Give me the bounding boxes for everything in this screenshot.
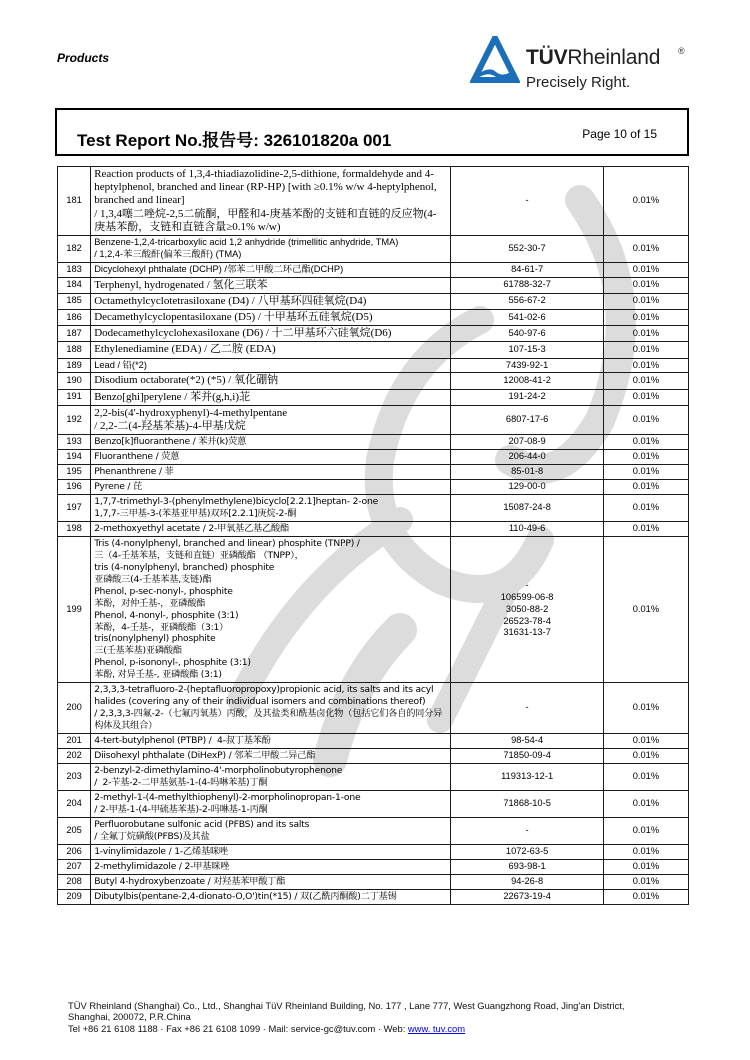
substance-name: [91, 859, 451, 874]
cas-number: [451, 844, 604, 859]
limit-value: 0.01%: [603, 277, 688, 293]
cas-number: [451, 790, 604, 817]
cas-number-line: 556-67-2: [508, 295, 546, 306]
substance-name: [91, 450, 451, 465]
row-number: 208: [58, 874, 91, 889]
table-row: [58, 536, 689, 682]
cas-number: [451, 167, 604, 236]
limit-value: 0.01%: [603, 749, 688, 764]
cas-number-line: 84-61-7: [511, 263, 544, 274]
substance-name-line: 苯酚, 对异壬基-, 亚磷酸酯 (3:1): [94, 669, 222, 681]
cas-number-line: 85-01-8: [511, 466, 544, 477]
limit-value: 0.01%: [603, 167, 688, 236]
substance-name-line: 2-methyl-1-(4-methylthiophenyl)-2-morpholinopropan-1-one: [94, 791, 361, 803]
limit-value: 0.01%: [603, 235, 688, 262]
footer-address-line2: Shanghai, 200072, P.R.China: [68, 1011, 191, 1023]
cas-number: [451, 358, 604, 373]
substance-name-line: Perfluorobutane sulfonic acid (PFBS) and its salts: [94, 818, 310, 830]
cas-number: [451, 521, 604, 536]
substance-name-line: Phenanthrene / 菲: [94, 466, 174, 478]
cas-number-line: -: [525, 195, 529, 206]
cas-number: [451, 495, 604, 522]
cas-number-line: 106599-06-8: [500, 591, 554, 602]
cas-number-line: 540-97-6: [508, 327, 546, 338]
cas-number-line: 31631-13-7: [503, 627, 551, 638]
table-row: [58, 859, 689, 874]
substance-name-line: / 2-苄基-2-二甲基氨基-1-(4-吗啉苯基)丁酮: [94, 776, 268, 788]
substance-name-line: Dicyclohexyl phthalate (DCHP) /邻苯二甲酸二环己酯(DCHP): [94, 263, 344, 274]
footer-contact: [68, 1023, 708, 1034]
table-row: [58, 358, 689, 373]
row-number: 205: [58, 817, 91, 844]
substance-name: [91, 683, 451, 734]
registered-mark: ®: [678, 46, 685, 56]
cas-number: [451, 389, 604, 405]
cas-number: [451, 764, 604, 791]
tuv-triangle-icon: [470, 36, 520, 86]
substance-name: [91, 734, 451, 749]
substance-name-line: Phenol, p-sec-nonyl-, phosphite: [94, 585, 233, 597]
cas-number: [451, 859, 604, 874]
substance-name-line: / 2-甲基-1-(4-甲硫基苯基)-2-吗啉基-1-丙酮: [94, 803, 268, 815]
cas-number-line: 191-24-2: [508, 391, 546, 402]
substance-name-line: Reaction products of 1,3,4-thiadiazolidine-2,5-dithione, formaldehyde and 4-heptylphenol, branched and linear (RP-HP) [with ≥0.1% w/w 4-heptylphenol, branched and linear]: [94, 168, 440, 207]
cas-number: [451, 342, 604, 358]
substance-name-line: 2-benzyl-2-dimethylamino-4'-morpholinobutyrophenone: [94, 765, 343, 777]
substance-name-line: Phenol, 4-nonyl-, phosphite (3:1): [94, 609, 239, 621]
cas-number-line: 552-30-7: [508, 242, 546, 253]
logo-wordmark: TÜVRheinland: [526, 46, 661, 69]
substance-name-line: / 1,3,4噻二唑烷-2,5二硫酮，甲醛和4-庚基苯酚的支链和直链的反应物(4-庚基苯酚，支链和直链含量≥0.1% w/w): [94, 207, 437, 233]
substance-name: [91, 262, 451, 277]
cas-number-line: 129-00-0: [508, 481, 546, 492]
substance-name-line: / 2,2-二(4-羟基苯基)-4-甲基戊烷: [94, 420, 246, 432]
limit-value: 0.01%: [603, 450, 688, 465]
limit-value: 0.01%: [603, 373, 688, 389]
table-row: [58, 167, 689, 236]
row-number: 189: [58, 358, 91, 373]
cas-number: [451, 817, 604, 844]
row-number: 201: [58, 734, 91, 749]
cas-number: [451, 683, 604, 734]
substance-name-line: Benzo[ghi]perylene / 苯并(g,h,i)苝: [94, 390, 250, 403]
row-number: 184: [58, 277, 91, 293]
substance-name-line: Phenol, p-isononyl-, phosphite (3:1): [94, 657, 251, 669]
substance-name: [91, 309, 451, 325]
substance-name-line: / 1,2,4-苯三酸酐(偏苯三酸酐) (TMA): [94, 248, 242, 259]
row-number: 186: [58, 309, 91, 325]
substance-name-line: / 2,3,3,3-四氟-2-（七氟丙氧基）丙酸，及其盐类和酰基卤化物（包括它们各自的同分异构体及其组合）: [94, 708, 443, 732]
substance-name-line: Dibutylbis(pentane-2,4-dionato-O,O')tin(*15) / 双(乙酰丙酮酸)二丁基锡: [94, 890, 397, 902]
substance-name-line: 三(壬基苯基)亚磷酸酯: [94, 645, 182, 657]
substance-name-line: Disodium octaborate(*2) (*5) / 氧化硼钠: [94, 374, 279, 387]
section-label: Products: [57, 51, 110, 65]
table-row: [58, 389, 689, 405]
table-row: [58, 480, 689, 495]
logo-tagline: Precisely Right.: [526, 74, 631, 91]
substance-name-line: Lead / 铅(*2): [94, 359, 147, 370]
limit-value: 0.01%: [603, 495, 688, 522]
substance-name: [91, 293, 451, 309]
cas-number-line: 693-98-1: [508, 860, 546, 871]
substance-name: [91, 277, 451, 293]
substance-name-line: Dodecamethylcyclohexasiloxane (D6) / 十二甲基环六硅氧烷(D6): [94, 327, 392, 340]
table-row: [58, 874, 689, 889]
substance-name-line: 苯酚，4-壬基-，亚磷酸酯（3:1）: [94, 621, 229, 633]
table-row: [58, 309, 689, 325]
substance-name-line: 2,3,3,3-tetrafluoro-2-(heptafluoropropoxy)propionic acid, its salts and its acyl halides (covering any of their individual isomers and combinations thereof): [94, 684, 437, 708]
footer-address-line1: TÜV Rheinland (Shanghai) Co., Ltd., Shanghai TüV Rheinland Building, No. 177 , Lane 777, West Guangzhong Road, Jing'an District,: [68, 1000, 625, 1011]
table-row: [58, 262, 689, 277]
substance-name-line: 1,7,7-trimethyl-3-(phenylmethylene)bicyclo[2.2.1]heptan- 2-one: [94, 496, 379, 507]
table-row: [58, 405, 689, 434]
cas-number-line: 94-26-8: [511, 875, 544, 886]
substance-name: [91, 358, 451, 373]
cas-number-line: -: [525, 824, 529, 835]
substance-name: [91, 844, 451, 859]
cas-number-line: 541-02-6: [508, 311, 546, 322]
table-row: [58, 465, 689, 480]
substance-name: [91, 521, 451, 536]
cas-number-line: 22673-19-4: [503, 890, 551, 901]
row-number: 182: [58, 235, 91, 262]
limit-value: 0.01%: [603, 859, 688, 874]
row-number: 181: [58, 167, 91, 236]
cas-number: [451, 435, 604, 450]
substance-name-line: Terphenyl, hydrogenated / 氢化三联苯: [94, 278, 268, 291]
limit-value: 0.01%: [603, 342, 688, 358]
cas-number: [451, 874, 604, 889]
limit-value: 0.01%: [603, 817, 688, 844]
cas-number: [451, 326, 604, 342]
substance-name-line: Ethylenediamine (EDA) / 乙二胺 (EDA): [94, 343, 276, 356]
row-number: 190: [58, 373, 91, 389]
row-number: 197: [58, 495, 91, 522]
cas-number-line: 119313-12-1: [501, 771, 554, 782]
substance-name: [91, 405, 451, 434]
table-row: [58, 764, 689, 791]
tuv-logo: [470, 36, 700, 98]
table-row: [58, 683, 689, 734]
substance-name-line: 2-methylimidazole / 2-甲基咪唑: [94, 860, 230, 872]
table-row: [58, 521, 689, 536]
substance-name: [91, 465, 451, 480]
table-row: [58, 844, 689, 859]
limit-value: 0.01%: [603, 326, 688, 342]
substance-name-line: Fluoranthene / 荧蒽: [94, 451, 180, 463]
limit-value: 0.01%: [603, 405, 688, 434]
row-number: 206: [58, 844, 91, 859]
table-row: [58, 342, 689, 358]
cas-number: [451, 293, 604, 309]
cas-number-line: 26523-78-4: [503, 615, 551, 626]
substance-name-line: tris (4-nonylphenyl, branched) phosphite: [94, 561, 275, 573]
substance-name-line: 1,7,7-三甲基-3-(苯基亚甲基)双环[2.2.1]庚烷-2-酮: [94, 507, 297, 519]
cas-number: [451, 309, 604, 325]
substance-name-line: Butyl 4-hydroxybenzoate / 对羟基苯甲酸丁酯: [94, 875, 286, 887]
cas-number: [451, 749, 604, 764]
limit-value: 0.01%: [603, 435, 688, 450]
row-number: 195: [58, 465, 91, 480]
limit-value: 0.01%: [603, 521, 688, 536]
substance-name: [91, 326, 451, 342]
row-number: 207: [58, 859, 91, 874]
row-number: 209: [58, 889, 91, 904]
substance-name-line: 苯酚，对仲壬基-，亚磷酸酯: [94, 597, 206, 609]
report-header-box: [55, 108, 689, 156]
cas-number-line: 1072-63-5: [505, 845, 549, 856]
substance-name: [91, 435, 451, 450]
cas-number-line: 61788-32-7: [503, 279, 551, 290]
cas-number-line: 15087-24-8: [503, 502, 551, 512]
row-number: 194: [58, 450, 91, 465]
substance-name-line: 三（4-壬基苯基，支链和直链）亚磷酸酯 （TNPP），: [94, 549, 304, 561]
substance-name-line: 4-tert-butylphenol (PTBP) / 4-叔丁基苯酚: [94, 735, 271, 747]
row-number: 204: [58, 790, 91, 817]
substance-name: [91, 389, 451, 405]
cas-number: [451, 235, 604, 262]
table-row: [58, 373, 689, 389]
cas-number: [451, 450, 604, 465]
cas-number-line: 12008-41-2: [503, 375, 551, 386]
row-number: 196: [58, 480, 91, 495]
substance-table: [57, 166, 689, 905]
substance-name-line: 2,2-bis(4'-hydroxyphenyl)-4-methylpentane: [94, 406, 288, 419]
cas-number: [451, 480, 604, 495]
substance-name: [91, 495, 451, 522]
row-number: 200: [58, 683, 91, 734]
page-footer: [68, 1000, 708, 1034]
footer-contact-text: Tel +86 21 6108 1188 · Fax +86 21 6108 1099 · Mail: service-gc@tuv.com · Web:: [68, 1022, 408, 1034]
substance-name-line: Benzo[k]fluoranthene / 苯并(k)荧蒽: [94, 436, 247, 448]
table-row: [58, 889, 689, 904]
table-row: [58, 435, 689, 450]
row-number: 198: [58, 521, 91, 536]
row-number: 193: [58, 435, 91, 450]
substance-name-line: Pyrene / 芘: [94, 481, 143, 493]
row-number: 188: [58, 342, 91, 358]
cas-number-line: 107-15-3: [508, 344, 546, 354]
row-number: 187: [58, 326, 91, 342]
substance-name: [91, 764, 451, 791]
cas-number-line: 207-08-9: [508, 436, 546, 447]
substance-name-line: 亚磷酸三(4-壬基苯基,支链)酯: [94, 573, 212, 585]
limit-value: 0.01%: [603, 889, 688, 904]
cas-number: [451, 405, 604, 434]
table-row: [58, 817, 689, 844]
substance-name: [91, 536, 451, 682]
limit-value: 0.01%: [603, 683, 688, 734]
cas-number-line: 206-44-0: [508, 451, 546, 462]
table-row: [58, 235, 689, 262]
substance-name-line: 1-vinylimidazole / 1-乙烯基咪唑: [94, 845, 228, 857]
row-number: 191: [58, 389, 91, 405]
cas-number: [451, 734, 604, 749]
row-number: 203: [58, 764, 91, 791]
report-title: Test Report No.报告号: 326101820a 001: [77, 131, 392, 150]
cas-number: [451, 465, 604, 480]
substance-name: [91, 790, 451, 817]
row-number: 202: [58, 749, 91, 764]
limit-value: 0.01%: [603, 790, 688, 817]
cas-number: [451, 536, 604, 682]
substance-name: [91, 749, 451, 764]
limit-value: 0.01%: [603, 536, 688, 682]
limit-value: 0.01%: [603, 844, 688, 859]
substance-name-line: Tris (4-nonylphenyl, branched and linear) phosphite (TNPP) /: [94, 537, 360, 549]
substance-name: [91, 235, 451, 262]
limit-value: 0.01%: [603, 480, 688, 495]
limit-value: 0.01%: [603, 358, 688, 373]
limit-value: 0.01%: [603, 764, 688, 791]
substance-name: [91, 889, 451, 904]
substance-name-line: Decamethylcyclopentasiloxane (D5) / 十甲基环五硅氧烷(D5): [94, 310, 373, 323]
cas-number-line: 98-54-4: [511, 735, 544, 746]
table-row: [58, 326, 689, 342]
cas-number-line: -: [525, 702, 529, 713]
table-row: [58, 277, 689, 293]
limit-value: 0.01%: [603, 262, 688, 277]
cas-number-line: 71850-09-4: [503, 750, 551, 761]
cas-number: [451, 262, 604, 277]
limit-value: 0.01%: [603, 293, 688, 309]
substance-name: [91, 817, 451, 844]
table-row: [58, 749, 689, 764]
cas-number-line: 71868-10-5: [503, 797, 551, 808]
page-indicator: Page 10 of 15: [582, 127, 657, 141]
cas-number-line: 6807-17-6: [505, 414, 549, 425]
table-row: [58, 790, 689, 817]
substance-name-line: / 全氟丁烷磺酸(PFBS)及其盐: [94, 830, 210, 842]
cas-number-line: -: [525, 579, 529, 590]
cas-number: [451, 889, 604, 904]
substance-name: [91, 342, 451, 358]
website-link[interactable]: www. tuv.com: [407, 1022, 466, 1034]
limit-value: 0.01%: [603, 465, 688, 480]
table-row: [58, 495, 689, 522]
row-number: 185: [58, 293, 91, 309]
cas-number: [451, 373, 604, 389]
table-row: [58, 450, 689, 465]
row-number: 192: [58, 405, 91, 434]
limit-value: 0.01%: [603, 309, 688, 325]
substance-name: [91, 874, 451, 889]
row-number: 199: [58, 536, 91, 682]
cas-number-line: 110-49-6: [508, 522, 546, 533]
substance-name-line: Benzene-1,2,4-tricarboxylic acid 1,2 anhydride (trimellitic anhydride, TMA): [94, 236, 399, 247]
substance-name: [91, 167, 451, 236]
substance-name: [91, 480, 451, 495]
table-row: [58, 734, 689, 749]
table-row: [58, 293, 689, 309]
substance-name: [91, 373, 451, 389]
row-number: 183: [58, 262, 91, 277]
substance-name-line: Diisohexyl phthalate (DiHexP) / 邻苯二甲酸二异己酯: [94, 750, 316, 762]
limit-value: 0.01%: [603, 734, 688, 749]
substance-name-line: tris(nonylphenyl) phosphite: [94, 633, 216, 645]
limit-value: 0.01%: [603, 389, 688, 405]
cas-number-line: 7439-92-1: [505, 359, 549, 370]
limit-value: 0.01%: [603, 874, 688, 889]
substance-name-line: 2-methoxyethyl acetate / 2-甲氧基乙基乙酸酯: [94, 522, 290, 534]
substance-name-line: Octamethylcyclotetrasiloxane (D4) / 八甲基环四硅氧烷(D4): [94, 294, 367, 307]
cas-number-line: 3050-88-2: [505, 603, 549, 614]
cas-number: [451, 277, 604, 293]
